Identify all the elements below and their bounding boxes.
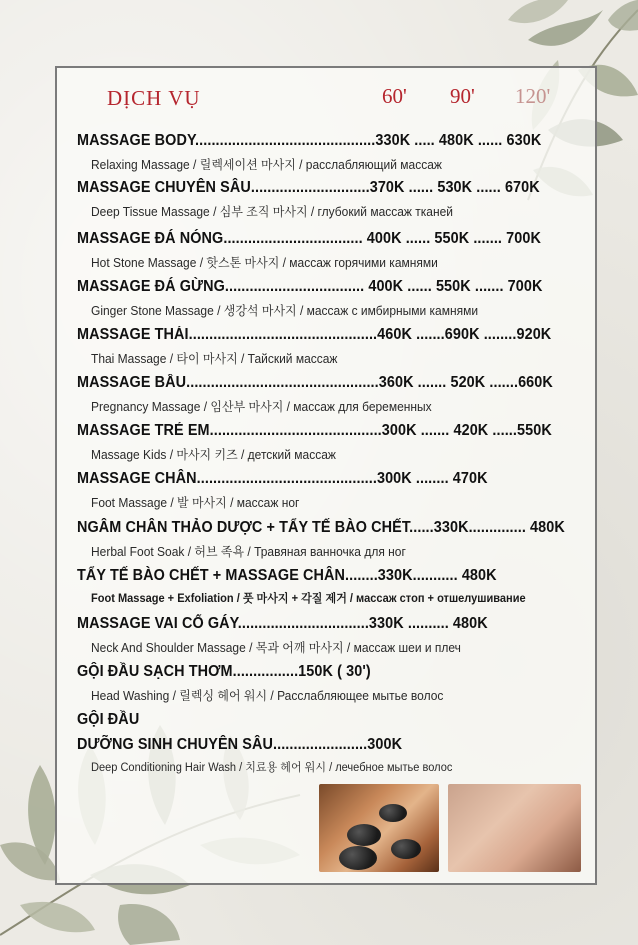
service-translation: Massage Kids / 마사지 키즈 / детский массаж <box>91 448 336 462</box>
service-foot <box>77 470 587 511</box>
service-ginger-stone <box>77 278 587 319</box>
service-deep-tissue <box>77 179 587 220</box>
duration-90: 90' <box>450 84 475 108</box>
service-name-price: MASSAGE ĐÁ NÓNG.................................. 400K ...... 550K ....... 700K <box>77 230 541 247</box>
service-name-price: NGÂM CHÂN THẢO DƯỢC + TẨY TẾ BÀO CHẾT......330K.............. 480K <box>77 519 565 536</box>
service-hair-wash-heading <box>77 711 587 729</box>
service-translation: Relaxing Massage / 릴렉세이션 마사지 / расслабляющий массаж <box>91 158 442 172</box>
service-translation: Deep Tissue Massage / 심부 조직 마사지 / глубокий массаж тканей <box>91 205 453 219</box>
service-translation: Hot Stone Massage / 핫스톤 마사지 / массаж горячими камнями <box>91 256 438 270</box>
service-translation: Foot Massage / 발 마사지 / массаж ног <box>91 496 300 510</box>
service-name-price: MASSAGE THÁI..............................................460K .......690K ........920K <box>77 326 552 343</box>
service-head-washing <box>77 663 587 704</box>
service-name-price: DƯỠNG SINH CHUYÊN SÂU.......................300K <box>77 736 403 753</box>
service-translation: Thai Massage / 타이 마사지 / Тайский массаж <box>91 352 338 366</box>
service-thai <box>77 326 587 367</box>
service-name-price: MASSAGE CHÂN............................................300K ........ 470K <box>77 470 488 487</box>
service-translation: Foot Massage + Exfoliation / 풋 마사지 + 각질 제거 / массаж стоп + отшелушивание <box>91 593 526 605</box>
menu-title: DỊCH VỤ <box>107 86 201 110</box>
service-menu-card <box>55 66 597 885</box>
service-massage-body <box>77 132 587 173</box>
service-hot-stone <box>77 230 587 271</box>
service-neck-shoulder <box>77 615 587 656</box>
service-name-price: MASSAGE ĐÁ GỪNG.................................. 400K ...... 550K ....... 700K <box>77 278 543 295</box>
menu-header <box>57 68 595 128</box>
service-name-price: MASSAGE CHUYÊN SÂU.............................370K ...... 530K ...... 670K <box>77 179 540 196</box>
service-translation: Pregnancy Massage / 임산부 마사지 / массаж для беременных <box>91 400 432 414</box>
duration-60: 60' <box>382 84 407 108</box>
service-translation: Herbal Foot Soak / 허브 족욕 / Травяная ванночка для ног <box>91 545 406 559</box>
service-kids <box>77 422 587 463</box>
service-pregnancy <box>77 374 587 415</box>
massage-hands-photo <box>448 784 581 872</box>
service-name-price: MASSAGE TRẺ EM..........................................300K ....... 420K ......550K <box>77 422 552 439</box>
service-translation: Ginger Stone Massage / 생강석 마사지 / массаж с имбирными камнями <box>91 304 479 318</box>
service-name-price: MASSAGE BODY............................................330K ..... 480K ...... 630K <box>77 132 542 149</box>
service-name-price: MASSAGE VAI CỔ GÁY................................330K .......... 480K <box>77 615 488 632</box>
service-name-price: GỘI ĐẦU SẠCH THƠM................150K ( 30') <box>77 663 371 680</box>
service-name-price: TẨY TẾ BÀO CHẾT + MASSAGE CHÂN........330K........... 480K <box>77 567 497 584</box>
service-foot-exfoliation <box>77 567 587 606</box>
service-name: GỘI ĐẦU <box>77 711 140 728</box>
service-deep-conditioning <box>77 736 587 775</box>
service-herbal-foot-soak <box>77 519 587 560</box>
service-translation: Neck And Shoulder Massage / 목과 어깨 마사지 / массаж шеи и плеч <box>91 641 461 655</box>
hot-stone-photo <box>319 784 439 872</box>
service-name-price: MASSAGE BẦU...............................................360K ....... 520K .......660K <box>77 374 553 391</box>
duration-120: 120' <box>515 84 551 108</box>
service-translation: Deep Conditioning Hair Wash / 치료용 헤어 워시 / лечебное мытье волос <box>91 762 453 774</box>
service-translation: Head Washing / 릴렉싱 헤어 워시 / Расслабляющее мытье волос <box>91 689 444 703</box>
